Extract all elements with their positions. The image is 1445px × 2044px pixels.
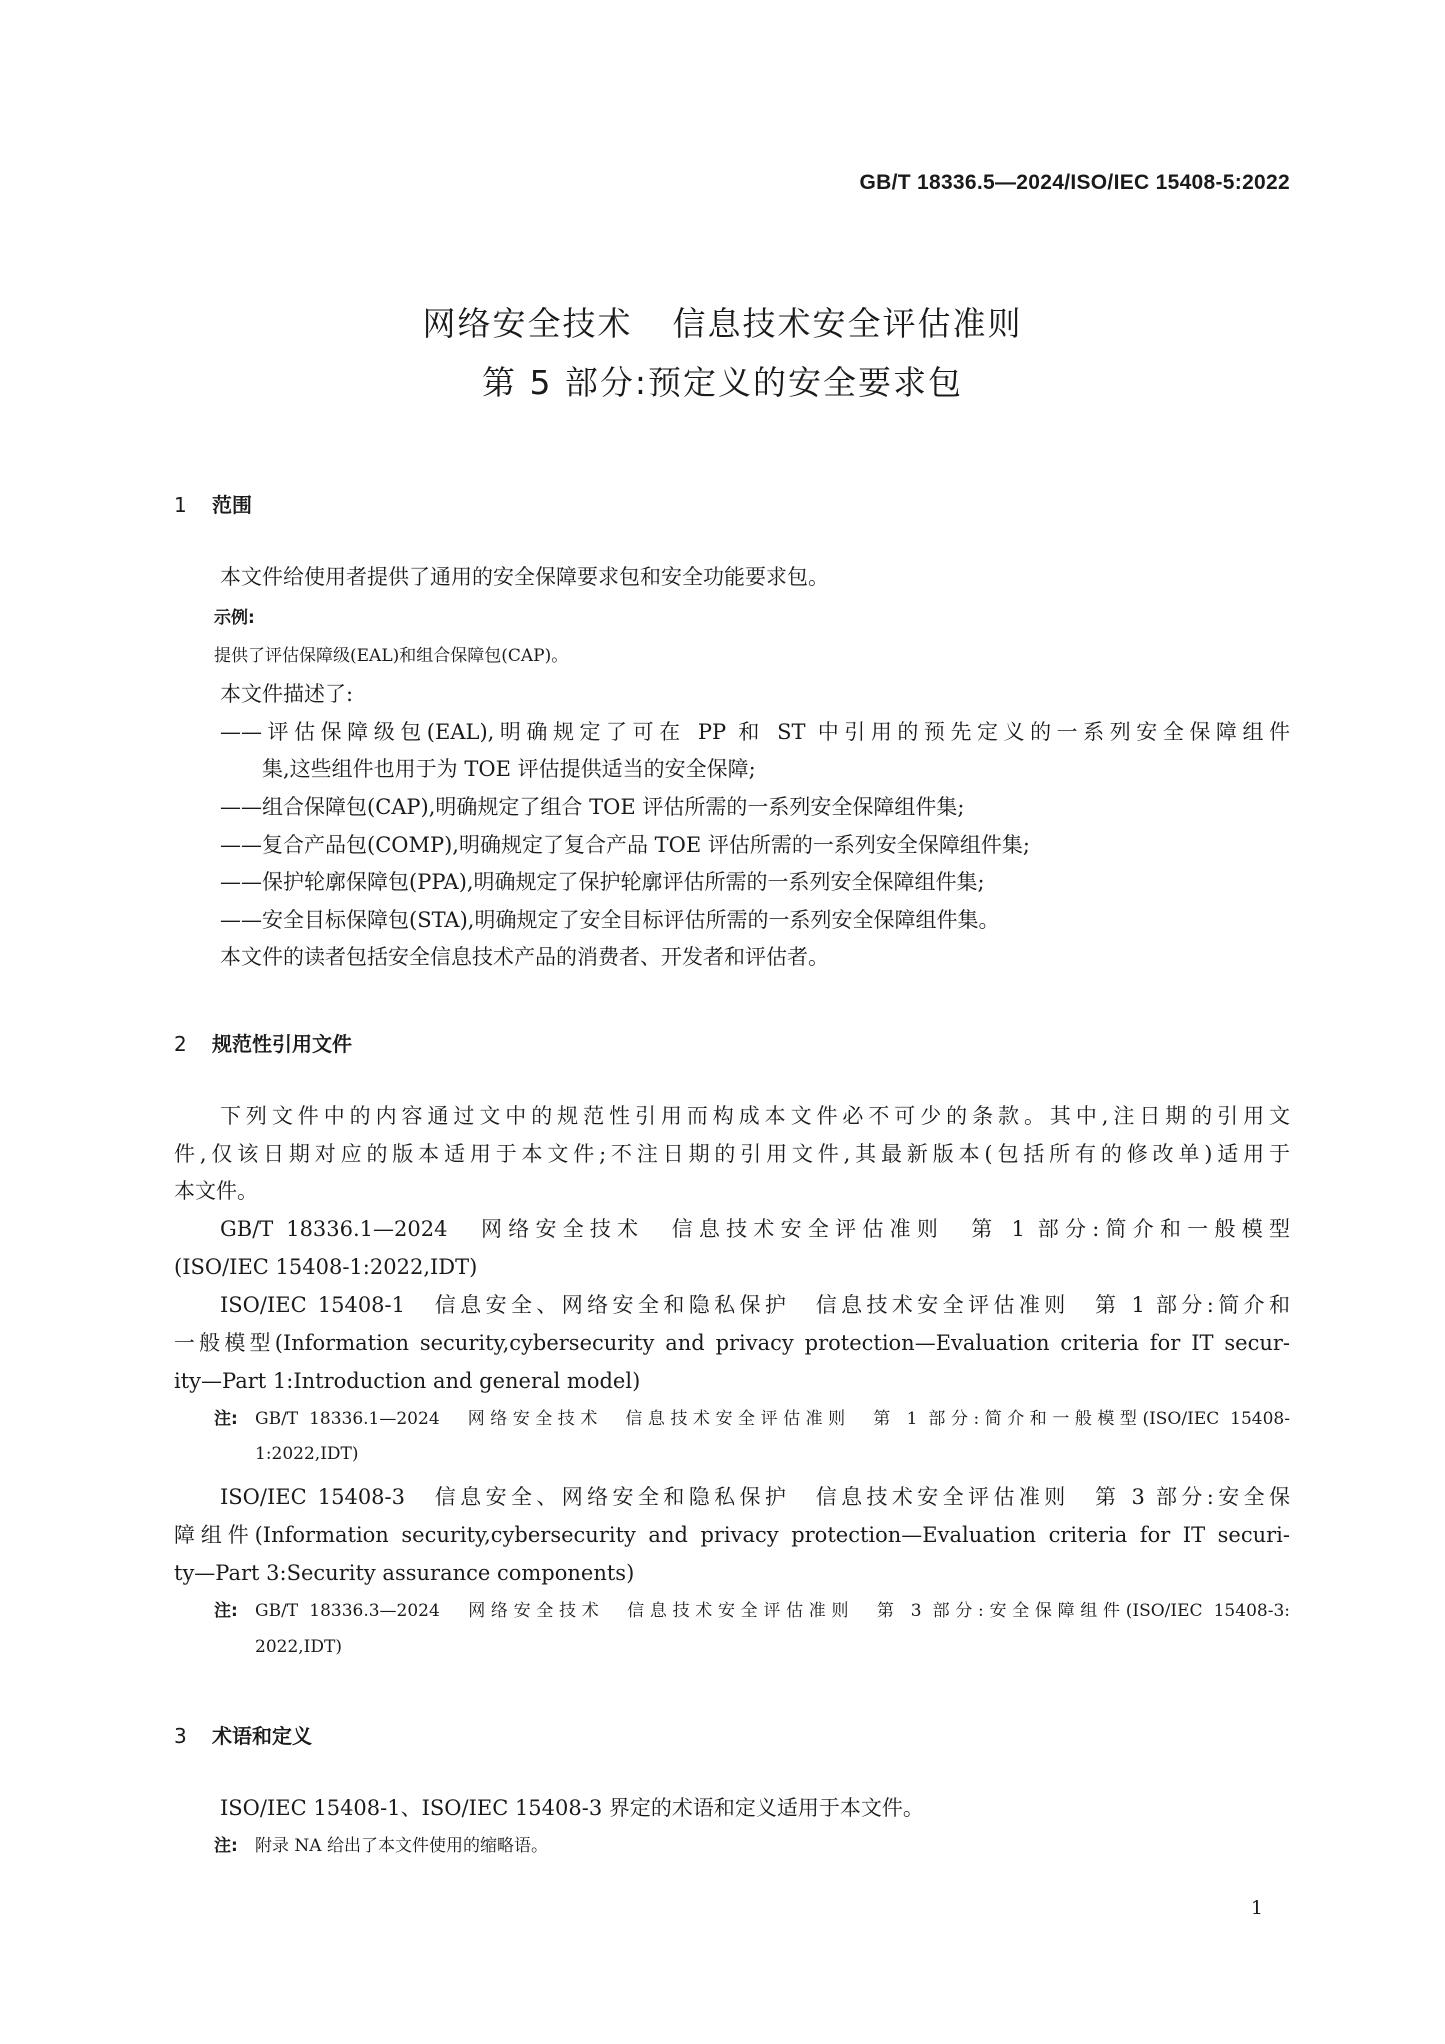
section-2-heading	[174, 1028, 352, 1057]
note-label: 注:	[214, 1409, 238, 1429]
reference-entry: ISO/IEC 15408-1 信息安全、网络安全和隐私保护 信息技术安全评估准则 第 1 部分:简介和	[220, 1293, 1290, 1317]
list-item: ——复合产品包(COMP),明确规定了复合产品 TOE 评估所需的一系列安全保障组件集;	[220, 833, 1030, 857]
section-title: 范围	[212, 493, 252, 517]
section-title: 术语和定义	[212, 1724, 312, 1748]
reference-entry-continuation: ty—Part 3:Security assurance components)	[174, 1561, 635, 1585]
section-3-paragraph: ISO/IEC 15408-1、ISO/IEC 15408-3 界定的术语和定义适用于本文件。	[220, 1796, 924, 1820]
list-item: ——评估保障级包(EAL),明确规定了可在 PP 和 ST 中引用的预先定义的一系列安全保障组件	[220, 720, 1290, 744]
example-text: 提供了评估保障级(EAL)和组合保障包(CAP)。	[214, 646, 569, 666]
section-number: 1	[174, 493, 187, 517]
reference-entry-continuation: (ISO/IEC 15408-1:2022,IDT)	[174, 1255, 478, 1279]
section-3-heading	[174, 1720, 312, 1749]
note-label: 注:	[214, 1836, 238, 1856]
title-part1: 网络安全技术	[422, 304, 633, 343]
section-1-paragraph: 本文件描述了:	[220, 682, 354, 706]
list-item: ——组合保障包(CAP),明确规定了组合 TOE 评估所需的一系列安全保障组件集;	[220, 795, 965, 819]
example-label: 示例:	[214, 608, 255, 628]
reference-entry: ISO/IEC 15408-3 信息安全、网络安全和隐私保护 信息技术安全评估准则 第 3 部分:安全保	[220, 1485, 1290, 1509]
note-text: GB/T 18336.3—2024 网络安全技术 信息技术安全评估准则 第 3 部分:安全保障组件(ISO/IEC 15408-3:	[255, 1601, 1290, 1621]
reference-entry: GB/T 18336.1—2024 网络安全技术 信息技术安全评估准则 第 1 部分:简介和一般模型	[220, 1217, 1290, 1241]
note-label: 注:	[214, 1601, 238, 1621]
page-number: 1	[1250, 1897, 1263, 1919]
section-2-paragraph: 本文件。	[174, 1179, 258, 1203]
section-1-heading	[174, 489, 252, 518]
note-text: GB/T 18336.1—2024 网络安全技术 信息技术安全评估准则 第 1 部分:简介和一般模型(ISO/IEC 15408-	[255, 1409, 1290, 1429]
note-text-continuation: 2022,IDT)	[255, 1637, 342, 1657]
section-2-paragraph: 件,仅该日期对应的版本适用于本文件;不注日期的引用文件,其最新版本(包括所有的修改单)适用于	[174, 1142, 1290, 1166]
section-2-paragraph: 下列文件中的内容通过文中的规范性引用而构成本文件必不可少的条款。其中,注日期的引用文	[220, 1104, 1290, 1128]
list-item: ——安全目标保障包(STA),明确规定了安全目标评估所需的一系列安全保障组件集。	[220, 908, 1000, 932]
section-1-paragraph: 本文件给使用者提供了通用的安全保障要求包和安全功能要求包。	[220, 565, 829, 589]
document-title-line2: 第 5 部分:预定义的安全要求包	[481, 363, 964, 402]
title-part2: 信息技术安全评估准则	[672, 304, 1023, 343]
note-text: 附录 NA 给出了本文件使用的缩略语。	[255, 1836, 548, 1856]
section-title: 规范性引用文件	[212, 1032, 352, 1056]
reference-entry-continuation: 一般模型(Information security,cybersecurity and privacy protection—Evaluation criteria for IT secur-	[174, 1331, 1290, 1355]
reference-entry-continuation: ity—Part 1:Introduction and general model)	[174, 1369, 641, 1393]
standard-number: GB/T 18336.5—2024/ISO/IEC 15408-5:2022	[859, 171, 1290, 194]
note-text-continuation: 1:2022,IDT)	[255, 1444, 359, 1464]
list-item-continuation: 集,这些组件也用于为 TOE 评估提供适当的安全保障;	[262, 757, 756, 781]
section-number: 2	[174, 1032, 187, 1056]
document-title-line1	[0, 298, 1445, 345]
list-item: ——保护轮廓保障包(PPA),明确规定了保护轮廓评估所需的一系列安全保障组件集;	[220, 870, 985, 894]
reference-entry-continuation: 障组件(Information security,cybersecurity and privacy protection—Evaluation criteria for IT securi-	[174, 1523, 1290, 1547]
section-number: 3	[174, 1724, 187, 1748]
section-1-paragraph: 本文件的读者包括安全信息技术产品的消费者、开发者和评估者。	[220, 945, 829, 969]
